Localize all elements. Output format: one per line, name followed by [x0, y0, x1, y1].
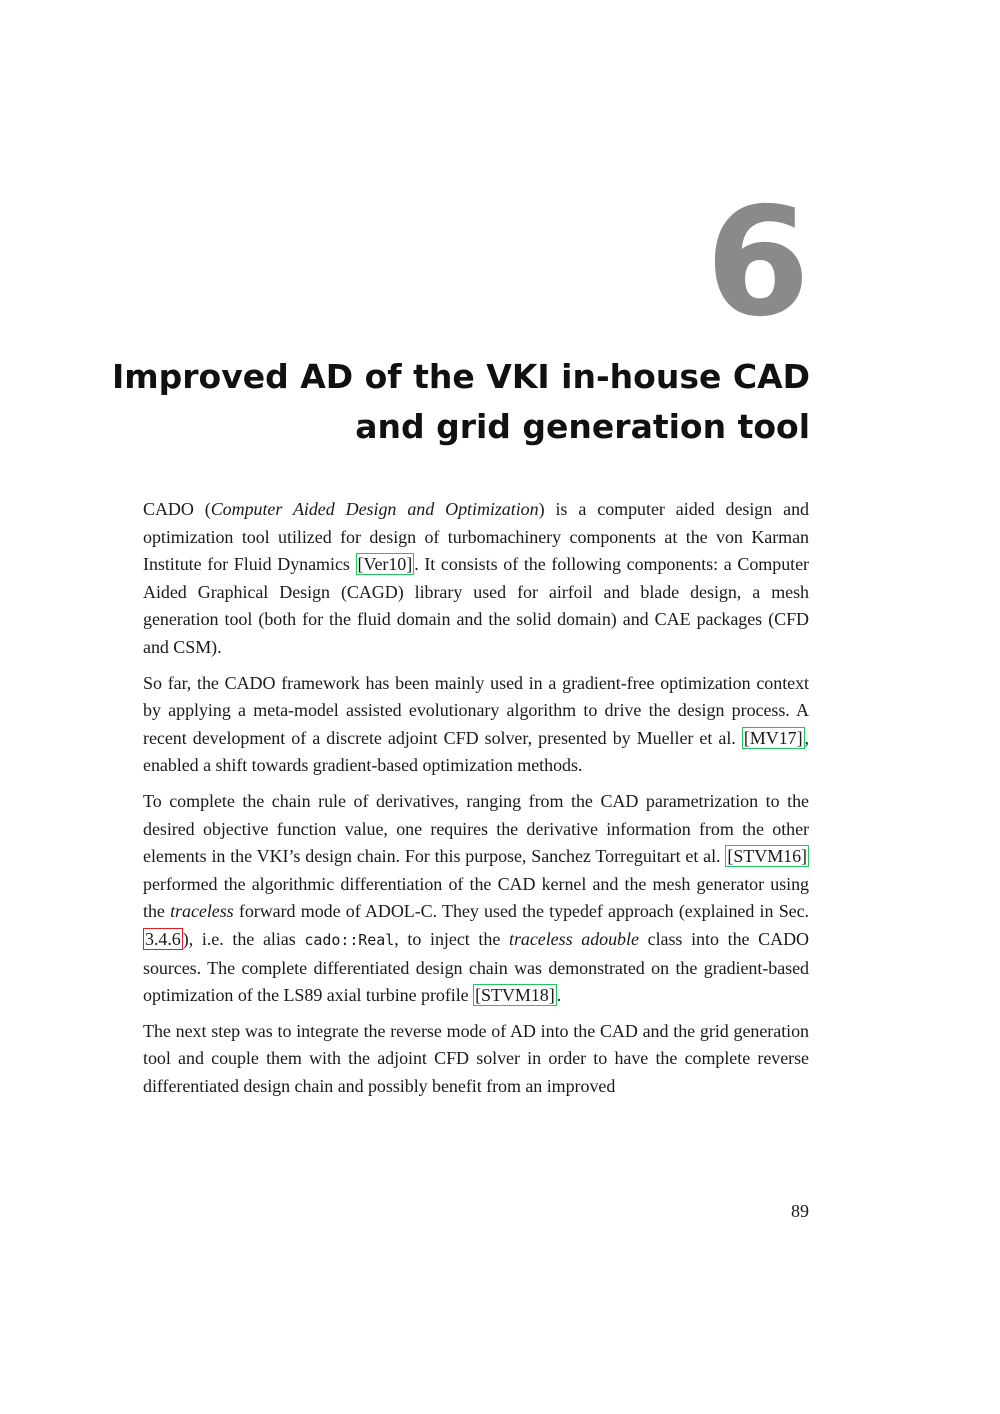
- chapter-body: [143, 496, 809, 1108]
- text-span: To complete the chain rule of derivatives, ranging from the CAD parametrization to the desired objective function value, one requires the derivative information from the other elements in the VKI’s design chain. For this purpose, Sanchez Torreguitart et al.: [143, 790, 809, 867]
- page-number: 89: [791, 1201, 809, 1221]
- citation-link-ver10[interactable]: [Ver10]: [357, 554, 413, 575]
- emphasis-text: traceless adouble: [509, 928, 639, 949]
- text-span: , enabled a shift towards gradient-based optimization methods.: [143, 727, 809, 776]
- citation-link-mv17[interactable]: [MV17]: [743, 727, 803, 748]
- text-span: ) is a computer aided design and optimization tool utilized for design of turbomachinery components at the von Karman Institute for Fluid Dynamics: [143, 499, 810, 575]
- text-span: forward mode of ADOL-C. They used the typedef approach (explained in Sec.: [233, 901, 809, 922]
- text-span: CADO (: [143, 499, 211, 519]
- text-span: . It consists of the following components: a Computer Aided Graphical Design (CAGD) library used for airfoil and blade design, a mesh generation tool (both for the fluid domain and the solid domain) and CAE packages (CFD and CSM).: [143, 554, 809, 657]
- text-span: So far, the CADO framework has been mainly used in a gradient-free optimization context by applying a meta-model assisted evolutionary algorithm to drive the design process. A recent development of a discrete adjoint CFD solver, presented by Mueller et al.: [143, 672, 809, 748]
- paragraph-4: [143, 1018, 809, 1101]
- chapter-title-line-2: and grid generation tool: [355, 407, 810, 446]
- text-span: performed the algorithmic differentiation of the CAD kernel and the mesh generator using the: [143, 873, 809, 922]
- paragraph-2: [143, 670, 809, 780]
- text-span: , to inject the: [394, 928, 509, 949]
- chapter-number: 6: [705, 176, 810, 350]
- paragraph-3: [143, 788, 809, 1010]
- chapter-title-line-1: Improved AD of the VKI in-house CAD: [111, 357, 810, 396]
- text-span: ), i.e. the alias: [182, 928, 305, 949]
- emphasis-text: Computer Aided Design and Optimization: [210, 499, 539, 519]
- section-ref-link[interactable]: 3.4.6: [145, 928, 181, 949]
- text-span: class into the CADO sources. The complete differentiated design chain was demonstrated on the gradient-based optimization of the LS89 axial turbine profile: [143, 928, 809, 1006]
- text-span: .: [556, 985, 562, 1006]
- code-identifier: cado::Real: [304, 930, 395, 949]
- text-span: The next step was to integrate the reverse mode of AD into the CAD and the grid generation tool and couple them with the adjoint CFD solver in order to have the complete reverse differentiated design chain and possibly benefit from an improved: [143, 1020, 809, 1096]
- citation-link-stvm18[interactable]: [STVM18]: [475, 985, 555, 1006]
- paragraph-1: [143, 496, 809, 662]
- chapter-title: [110, 352, 810, 452]
- emphasis-text: traceless: [170, 901, 234, 922]
- citation-link-stvm16[interactable]: [STVM16]: [727, 846, 807, 867]
